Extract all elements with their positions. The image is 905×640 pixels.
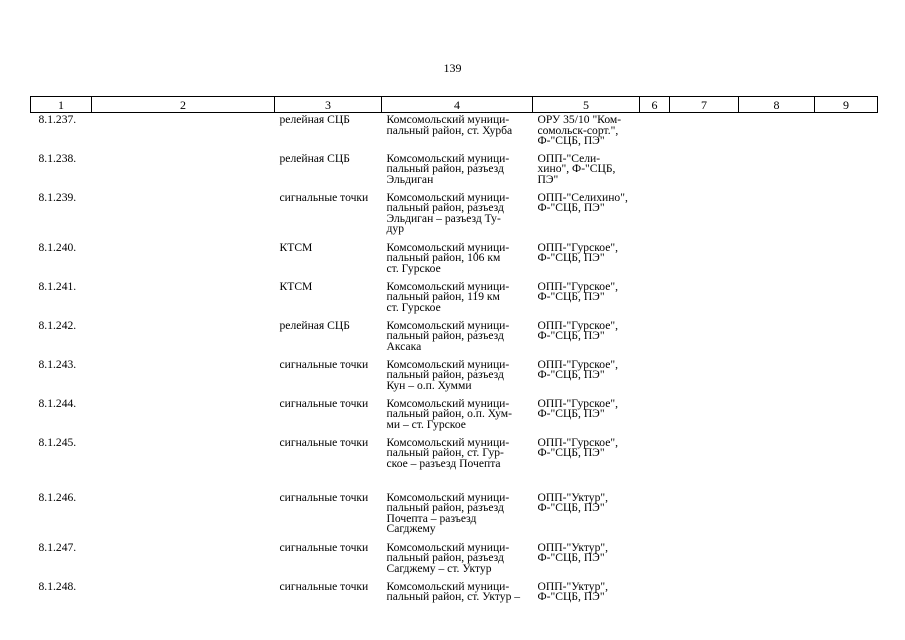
row-col-9 [815,319,878,358]
row-col-2 [92,491,275,541]
power-source: ОРУ 35/10 "Ком- сомольск-сорт.", Ф-"СЦБ, ПЭ" [537,113,622,147]
power-source: ОПП-"Селихино", Ф-"СЦБ, ПЭ" [537,190,628,214]
row-col-8 [739,436,815,491]
row-col-8 [739,580,815,616]
row-col-8 [739,319,815,358]
header-col-8: 8 [739,97,815,113]
object-location: Комсомольский муници- пальный район, разъезд Эльдиган [386,151,510,186]
header-row [31,97,878,113]
row-col-8 [739,541,815,580]
row-col-2 [92,241,275,280]
page-number: 139 [443,61,462,75]
table-row [31,113,878,152]
row-number: 8.1.246. [38,490,77,504]
row-col-6 [640,319,670,358]
header-col-9: 9 [815,97,878,113]
row-col-6 [640,580,670,616]
header-col-3: 3 [275,97,382,113]
object-location: Комсомольский муници- пальный район, ст. Уктур – [386,579,521,603]
table-row [31,152,878,191]
row-number: 8.1.238. [38,151,77,165]
power-source: ОПП-"Гурское", Ф-"СЦБ, ПЭ" [537,279,618,303]
row-col-6 [640,241,670,280]
power-source: ОПП-"Гурское", Ф-"СЦБ, ПЭ" [537,435,618,459]
row-col-8 [739,280,815,319]
row-col-8 [739,191,815,241]
row-col-6 [640,113,670,152]
power-source: ОПП-"Уктур", Ф-"СЦБ, ПЭ" [537,490,609,514]
table-row [31,191,878,241]
row-number: 8.1.243. [38,357,77,371]
row-number: 8.1.241. [38,279,77,293]
row-col-8 [739,152,815,191]
row-col-7 [670,113,739,152]
row-number: 8.1.237. [38,113,77,126]
power-source: ОПП-"Гурское", Ф-"СЦБ, ПЭ" [537,396,618,420]
table-row [31,541,878,580]
header-col-1: 1 [31,97,92,113]
row-col-7 [670,580,739,616]
power-source: ОПП-"Гурское", Ф-"СЦБ, ПЭ" [537,357,618,381]
row-number: 8.1.245. [38,435,77,449]
table-row [31,319,878,358]
object-type: сигнальные точки [279,540,369,554]
row-col-8 [739,358,815,397]
row-col-2 [92,436,275,491]
object-location: Комсомольский муници- пальный район, ст. Гур- ское – разъезд Почепта [386,435,510,470]
row-col-2 [92,580,275,616]
header-col-4: 4 [382,97,533,113]
row-number: 8.1.248. [38,579,77,593]
row-col-8 [739,397,815,436]
table-row [31,436,878,491]
header-col-5: 5 [533,97,640,113]
table-row [31,580,878,616]
power-source: ОПП-"Гурское", Ф-"СЦБ, ПЭ" [537,318,618,342]
row-col-9 [815,191,878,241]
object-type: сигнальные точки [279,435,369,449]
row-col-6 [640,358,670,397]
row-col-6 [640,491,670,541]
row-col-6 [640,152,670,191]
row-col-9 [815,280,878,319]
object-type: релейная СЦБ [279,318,350,332]
row-col-2 [92,358,275,397]
row-col-7 [670,541,739,580]
register-table [30,96,878,616]
object-location: Комсомольский муници- пальный район, 106 км ст. Гурское [386,240,510,275]
table-row [31,358,878,397]
object-type: сигнальные точки [279,190,369,204]
object-type: релейная СЦБ [279,113,350,126]
row-col-9 [815,541,878,580]
object-type: релейная СЦБ [279,151,350,165]
power-source: ОПП-"Уктур", Ф-"СЦБ, ПЭ" [537,579,609,603]
table-row [31,397,878,436]
row-col-9 [815,358,878,397]
object-type: КТСМ [279,240,313,254]
row-col-9 [815,580,878,616]
row-col-9 [815,152,878,191]
row-col-2 [92,152,275,191]
row-number: 8.1.239. [38,190,77,204]
row-col-7 [670,191,739,241]
row-col-9 [815,491,878,541]
row-number: 8.1.240. [38,240,77,254]
row-col-6 [640,280,670,319]
row-col-2 [92,280,275,319]
header-col-7: 7 [670,97,739,113]
row-col-7 [670,436,739,491]
row-col-9 [815,436,878,491]
object-location: Комсомольский муници- пальный район, о.п. Хум- ми – ст. Гурское [386,396,512,431]
row-col-9 [815,397,878,436]
row-col-2 [92,397,275,436]
power-source: ОПП-"Гурское", Ф-"СЦБ, ПЭ" [537,240,618,264]
table-row [31,280,878,319]
object-location: Комсомольский муници- пальный район, разъезд Эльдиган – разъезд Ту- дур [386,190,510,235]
row-col-6 [640,397,670,436]
power-source: ОПП-"Уктур", Ф-"СЦБ, ПЭ" [537,540,609,564]
object-location: Комсомольский муници- пальный район, разъезд Аксака [386,318,510,353]
object-location: Комсомольский муници- пальный район, разъезд Сагджему – ст. Уктур [386,540,510,575]
row-number: 8.1.242. [38,318,77,332]
table-row [31,241,878,280]
row-col-9 [815,241,878,280]
object-type: сигнальные точки [279,490,369,504]
table-row [31,491,878,541]
row-col-6 [640,541,670,580]
row-number: 8.1.244. [38,396,77,410]
row-number: 8.1.247. [38,540,77,554]
object-location: Комсомольский муници- пальный район, разъезд Почепта – разъезд Сагджему [386,490,510,535]
row-col-2 [92,541,275,580]
row-col-7 [670,319,739,358]
row-col-8 [739,491,815,541]
header-col-2: 2 [92,97,275,113]
row-col-2 [92,319,275,358]
row-col-7 [670,241,739,280]
object-type: КТСМ [279,279,313,293]
row-col-2 [92,191,275,241]
row-col-6 [640,436,670,491]
row-col-2 [92,113,275,152]
row-col-7 [670,152,739,191]
object-location: Комсомольский муници- пальный район, разъезд Кун – о.п. Хумми [386,357,510,392]
header-col-6: 6 [640,97,670,113]
object-type: сигнальные точки [279,396,369,410]
row-col-8 [739,113,815,152]
object-type: сигнальные точки [279,579,369,593]
row-col-6 [640,191,670,241]
row-col-8 [739,241,815,280]
object-type: сигнальные точки [279,357,369,371]
object-location: Комсомольский муници- пальный район, ст. Хурба [386,113,513,137]
row-col-7 [670,397,739,436]
object-location: Комсомольский муници- пальный район, 119 км ст. Гурское [386,279,510,314]
row-col-9 [815,113,878,152]
row-col-7 [670,280,739,319]
row-col-7 [670,358,739,397]
power-source: ОПП-"Сели- хино", Ф-"СЦБ, ПЭ" [537,151,616,186]
row-col-7 [670,491,739,541]
